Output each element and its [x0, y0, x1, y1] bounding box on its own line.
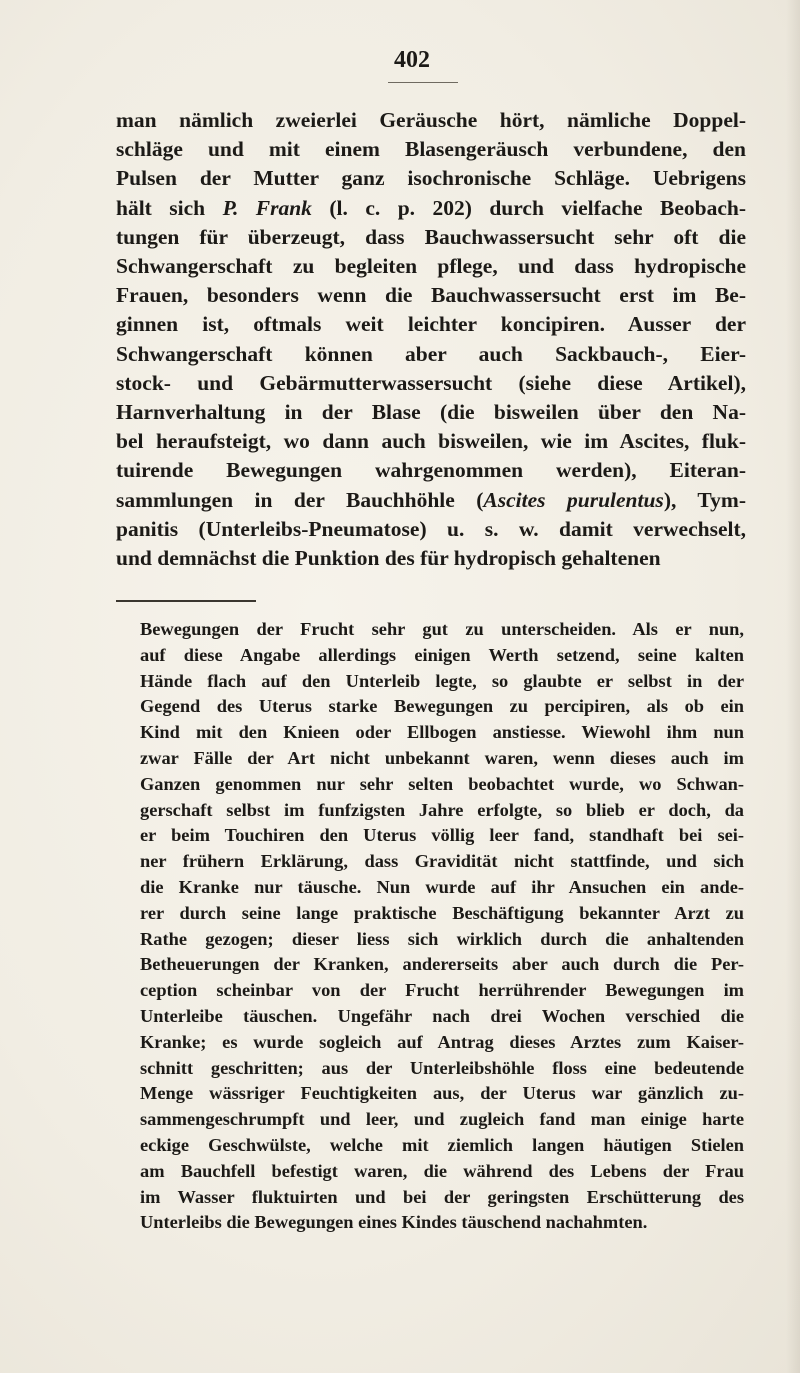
- main-line: panitis (Unterleibs-Pneumatose) u. s. w. damit verwechselt,: [116, 516, 746, 541]
- main-line: [116, 194, 746, 223]
- main-line: [116, 486, 746, 515]
- scan-edge-shadow: [786, 0, 800, 1373]
- footnote-line: Bewegungen der Frucht sehr gut zu unterscheiden. Als er nun,: [140, 619, 744, 639]
- footnote-line: ception scheinbar von der Frucht herrührender Bewegungen im: [140, 980, 744, 1001]
- footnote-line: eckige Geschwülste, welche mit ziemlich langen häutigen Stielen: [140, 1134, 744, 1155]
- main-line-part: hält sich: [116, 195, 223, 220]
- main-line: Schwangerschaft zu begleiten pflege, und dass hydropische: [116, 254, 746, 279]
- footnote-line: Kind mit den Knieen oder Ellbogen anstiesse. Wiewohl ihm nun: [140, 722, 744, 743]
- footnote-line: gerschaft selbst im funfzigsten Jahre erfolgte, so blieb er doch, da: [140, 799, 744, 820]
- footnote-line: Kranke; es wurde sogleich auf Antrag dieses Arztes zum Kaiser-: [140, 1031, 744, 1052]
- main-line: Pulsen der Mutter ganz isochronische Schläge. Uebrigens: [116, 166, 746, 191]
- footnote-line: Unterleibs die Bewegungen eines Kindes täuschend nachahmten.: [140, 1212, 648, 1233]
- main-line: bel heraufsteigt, wo dann auch bisweilen, wie im Ascites, fluk-: [116, 429, 746, 454]
- page-number: 402: [394, 47, 430, 73]
- footnote-block: [140, 617, 744, 1236]
- latin-term: Ascites purulentus: [483, 487, 664, 512]
- footnote-line: zwar Fälle der Art nicht unbekannt waren, wenn dieses auch im: [140, 747, 744, 768]
- main-line: man nämlich zweierlei Geräusche hört, nämliche Doppel-: [116, 108, 746, 132]
- main-line: tuirende Bewegungen wahrgenommen werden), Eiteran-: [116, 458, 746, 483]
- footnote-divider: [116, 600, 256, 602]
- footnote-line: sammengeschrumpft und leer, und zugleich fand man einige harte: [140, 1109, 744, 1130]
- footnote-line: im Wasser fluktuirten und bei der geringsten Erschütterung des: [140, 1186, 744, 1207]
- footnote-line: am Bauchfell befestigt waren, die während des Lebens der Frau: [140, 1160, 744, 1181]
- main-text-block: [116, 106, 746, 573]
- main-line-part: ), Tym-: [663, 487, 746, 512]
- page-number-rule: [388, 82, 458, 83]
- main-line: stock- und Gebärmutterwassersucht (siehe diese Artikel),: [116, 370, 746, 395]
- footnote-line: Menge wässriger Feuchtigkeiten aus, der Uterus war gänzlich zu-: [140, 1083, 744, 1104]
- author-name: P. Frank: [222, 195, 312, 220]
- main-line: Schwangerschaft können aber auch Sackbauch-, Eier-: [116, 341, 746, 366]
- main-line: schläge und mit einem Blasengeräusch verbundene, den: [116, 137, 746, 162]
- footnote-line: Betheuerungen der Kranken, andererseits aber auch durch die Per-: [140, 954, 744, 975]
- footnote-line: Ganzen genommen nur sehr selten beobachtet wurde, wo Schwan-: [140, 773, 744, 794]
- footnote-line: Rathe gezogen; dieser liess sich wirklich durch die anhaltenden: [140, 928, 744, 949]
- main-line: tungen für überzeugt, dass Bauchwassersucht sehr oft die: [116, 224, 746, 249]
- main-line: und demnächst die Punktion des für hydropisch gehaltenen: [116, 546, 661, 571]
- main-line: ginnen ist, oftmals weit leichter koncipiren. Ausser der: [116, 312, 746, 337]
- footnote-line: ner frühern Erklärung, dass Gravidität nicht stattfinde, und sich: [140, 851, 744, 872]
- main-line: Harnverhaltung in der Blase (die bisweilen über den Na-: [116, 400, 746, 425]
- main-line-part: sammlungen in der Bauchhöhle (: [116, 487, 484, 512]
- footnote-line: er beim Touchiren den Uterus völlig leer fand, standhaft bei sei-: [140, 825, 744, 846]
- footnote-line: Hände flach auf den Unterleib legte, so glaubte er selbst in der: [140, 670, 744, 691]
- footnote-line: die Kranke nur täusche. Nun wurde auf ihr Ansuchen ein ande-: [140, 876, 744, 897]
- main-line-part: (l. c. p. 202) durch vielfache Beobach-: [311, 195, 746, 220]
- footnote-line: Gegend des Uterus starke Bewegungen zu percipiren, als ob ein: [140, 696, 744, 717]
- footnote-line: Unterleibe täuschen. Ungefähr nach drei Wochen verschied die: [140, 1005, 744, 1026]
- footnote-line: schnitt geschritten; aus der Unterleibshöhle floss eine bedeutende: [140, 1057, 744, 1078]
- footnote-line: rer durch seine lange praktische Beschäftigung bekannter Arzt zu: [140, 902, 744, 923]
- footnote-line: auf diese Angabe allerdings einigen Werth setzend, seine kalten: [140, 644, 744, 665]
- main-line: Frauen, besonders wenn die Bauchwassersucht erst im Be-: [116, 283, 746, 308]
